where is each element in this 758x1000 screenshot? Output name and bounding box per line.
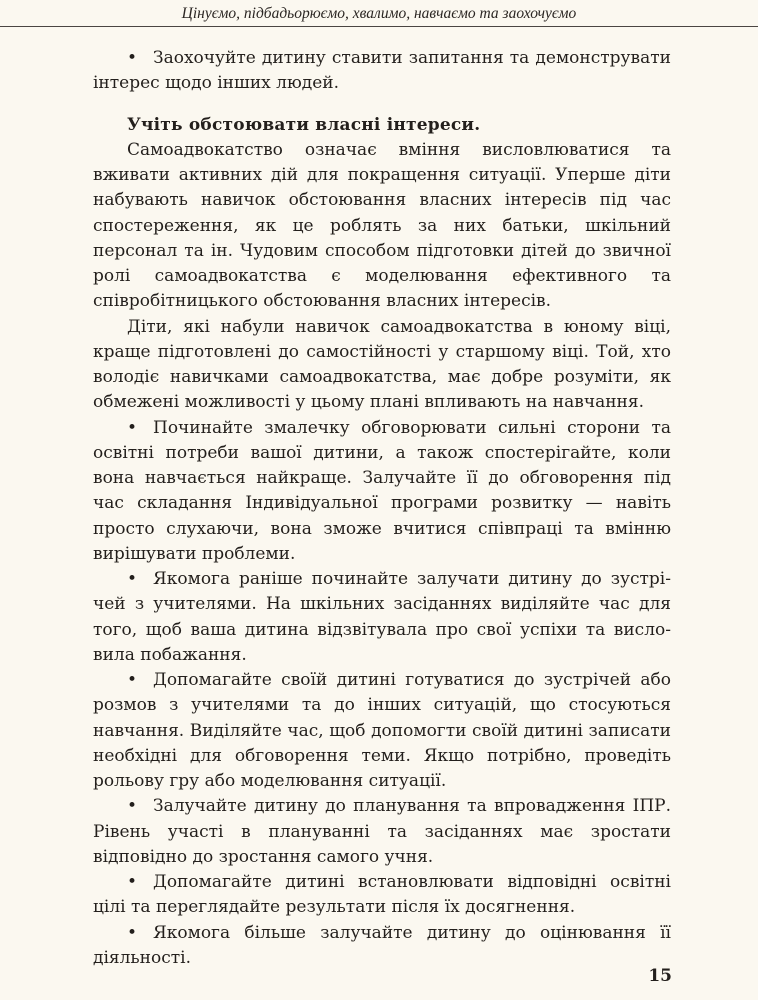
bullet-icon: • — [127, 417, 138, 438]
paragraph-1: Самоадвокатство означає вміння висловлюватися та вживати активних дій для покращення ситуації. Уперше діти набувають навичок обстоювання власних інтересів під час спостереження, як це роблять за них батьки, шкільний персонал та ін. Чудовим способом підготовки дітей до звичної ролі самоадвокатства є моделювання ефективного та співробітницького обстоювання власних інтересів. — [93, 139, 671, 312]
bullet-item-1 — [93, 416, 671, 568]
page-number: 15 — [648, 966, 672, 986]
paragraph-2: Діти, які набули навичок самоадвокатства в юному віці, краще підготовлені до самостійності у старшому віці. Той, хто володіє навичками самоадвокатства, має добре розуміти, як обмежені можливості у цьому плані впливають на навчання. — [93, 316, 671, 413]
bullet-item-text: Допомагайте дитині встановлювати відповідні освітні цілі та переглядайте результати після їх досягнення. — [93, 872, 671, 918]
bullet-icon: • — [127, 569, 138, 589]
bullet-item-text: Якомога раніше починайте залучати дитину до зустрічей з учителями. На шкільних засіданнях виділяйте час для того, щоб ваша дитина відзвітувала про свої успіхи та висловила побажання. — [93, 569, 671, 665]
bullet-item-6 — [93, 921, 671, 972]
running-head — [0, 0, 758, 27]
bullet-item-text: Починайте змалечку обговорювати сильні сторони та освітні потреби вашої дитини, а також спостерігайте, коли вона навчається найкраще. Залучайте її до обговорення під час складання Індивідуальної програми розвитку — навіть просто слухаючи, вона зможе вчитися співпраці та вмінню вирішувати проблеми. — [93, 417, 671, 564]
page-body — [93, 46, 671, 971]
bullet-icon: • — [127, 796, 138, 817]
intro-bullet-text: Заохочуйте дитину ставити запитання та демонструвати інтерес щодо інших людей. — [93, 48, 671, 94]
intro-bullet — [93, 46, 671, 97]
bullet-item-5 — [93, 870, 671, 921]
bullet-icon: • — [127, 922, 138, 943]
bullet-icon: • — [127, 48, 138, 68]
bullet-item-text: Якомога більше залучайте дитину до оцінювання її діяльності. — [93, 922, 671, 968]
bullet-item-3 — [93, 668, 671, 794]
bullet-icon: • — [127, 872, 138, 892]
bullet-icon: • — [127, 670, 138, 690]
section-heading: Учіть обстоювати власні інтереси. — [127, 114, 481, 135]
running-head-title: Цінуємо, підбадьорюємо, хвалимо, навчаємо та заохочуємо — [181, 5, 577, 22]
bullet-item-2 — [93, 567, 671, 668]
bullet-item-text: Залучайте дитину до планування та впровадження ІПР. Рівень участі в плануванні та засіданнях має зростати відповідно до зростання самого учня. — [93, 796, 671, 867]
bullet-item-text: Допомагайте своїй дитині готуватися до зустрічей або розмов з учителями та до інших ситуацій, що стосуються навчання. Виділяйте час, щоб допомогти своїй дитині записати необхідні для обговорення теми. Якщо потрібно, проведіть рольову гру або моделювання ситуації. — [93, 670, 671, 791]
bullet-item-4 — [93, 794, 671, 870]
